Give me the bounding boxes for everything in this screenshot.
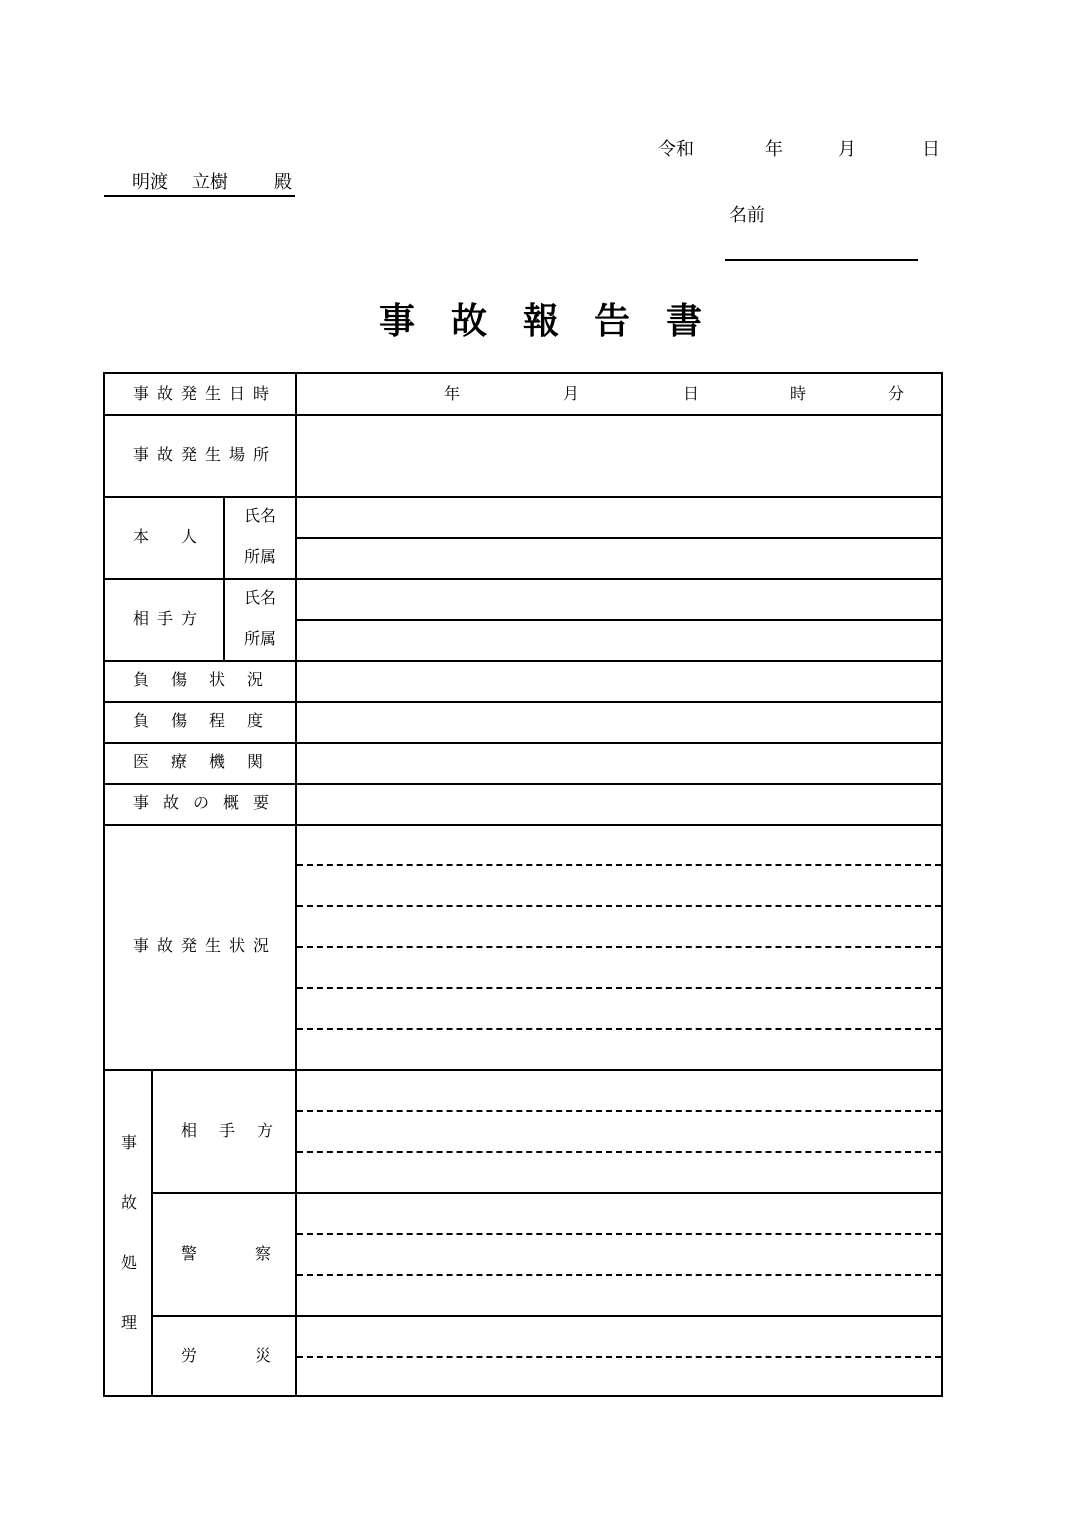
handling-column-divider — [151, 1069, 153, 1397]
date-day-unit: 日 — [922, 139, 940, 160]
date-era: 令和 — [658, 139, 694, 160]
other-party-label: 相手方 — [133, 609, 206, 628]
reporter-name-field[interactable] — [725, 259, 918, 261]
handling-label-char: 故 — [121, 1193, 138, 1212]
accident-summary-field[interactable] — [297, 785, 941, 824]
handling-section-label — [105, 1071, 151, 1397]
addressee-given-name: 立樹 — [192, 172, 228, 193]
handling-workers-comp-label: 労災 — [181, 1346, 330, 1365]
datetime-year-unit: 年 — [444, 384, 461, 403]
medical-institution-label: 医療機関 — [133, 752, 286, 771]
other-party-name-label: 氏名 — [244, 588, 277, 607]
datetime-hour-unit: 時 — [790, 384, 807, 403]
injury-degree-field[interactable] — [297, 703, 941, 742]
datetime-day-unit: 日 — [683, 384, 700, 403]
occurrence-datetime-label: 事故発生日時 — [133, 384, 278, 403]
self-affiliation-field[interactable] — [297, 539, 941, 578]
occurrence-place-field[interactable] — [297, 416, 941, 496]
self-name-label: 氏名 — [244, 506, 277, 525]
occurrence-place-label: 事故発生場所 — [133, 445, 278, 464]
handling-label-char: 事 — [121, 1133, 138, 1152]
datetime-minute-unit: 分 — [888, 384, 905, 403]
injury-status-label: 負傷状況 — [133, 670, 286, 689]
handling-police-field[interactable] — [297, 1194, 941, 1315]
title-char: 故 — [451, 301, 488, 342]
datetime-month-unit: 月 — [563, 384, 580, 403]
other-party-affiliation-label: 所属 — [244, 629, 277, 648]
accident-report-table — [103, 372, 943, 1397]
addressee — [104, 167, 295, 197]
self-affiliation-label: 所属 — [244, 547, 277, 566]
injury-degree-label: 負傷程度 — [133, 711, 286, 730]
date-year-unit: 年 — [765, 139, 783, 160]
occurrence-datetime-field[interactable] — [297, 374, 941, 414]
occurrence-situation-field[interactable] — [297, 826, 941, 1069]
other-party-name-field[interactable] — [297, 580, 941, 619]
handling-workers-comp-field[interactable] — [297, 1317, 941, 1397]
title-char: 事 — [379, 301, 416, 342]
handling-police-label: 警察 — [181, 1244, 330, 1263]
title-char: 書 — [666, 301, 703, 342]
addressee-honorific: 殿 — [274, 172, 292, 193]
occurrence-situation-label: 事故発生状況 — [133, 936, 278, 955]
handling-other-party-label: 相手方 — [181, 1121, 296, 1140]
title-char: 報 — [523, 301, 560, 342]
accident-summary-label: 事故の概要 — [133, 793, 284, 812]
self-label: 本 人 — [133, 527, 206, 546]
title-char: 告 — [594, 301, 631, 342]
sublabel-column-divider — [223, 496, 225, 660]
other-party-affiliation-field[interactable] — [297, 621, 941, 660]
date-month-unit: 月 — [838, 139, 856, 160]
injury-status-field[interactable] — [297, 662, 941, 701]
self-name-field[interactable] — [297, 498, 941, 537]
addressee-family-name: 明渡 — [132, 172, 168, 193]
reporter-name-label: 名前 — [729, 205, 765, 226]
handling-label-char: 理 — [121, 1313, 138, 1332]
handling-other-party-field[interactable] — [297, 1071, 941, 1192]
medical-institution-field[interactable] — [297, 744, 941, 783]
handling-label-char: 処 — [121, 1253, 138, 1272]
